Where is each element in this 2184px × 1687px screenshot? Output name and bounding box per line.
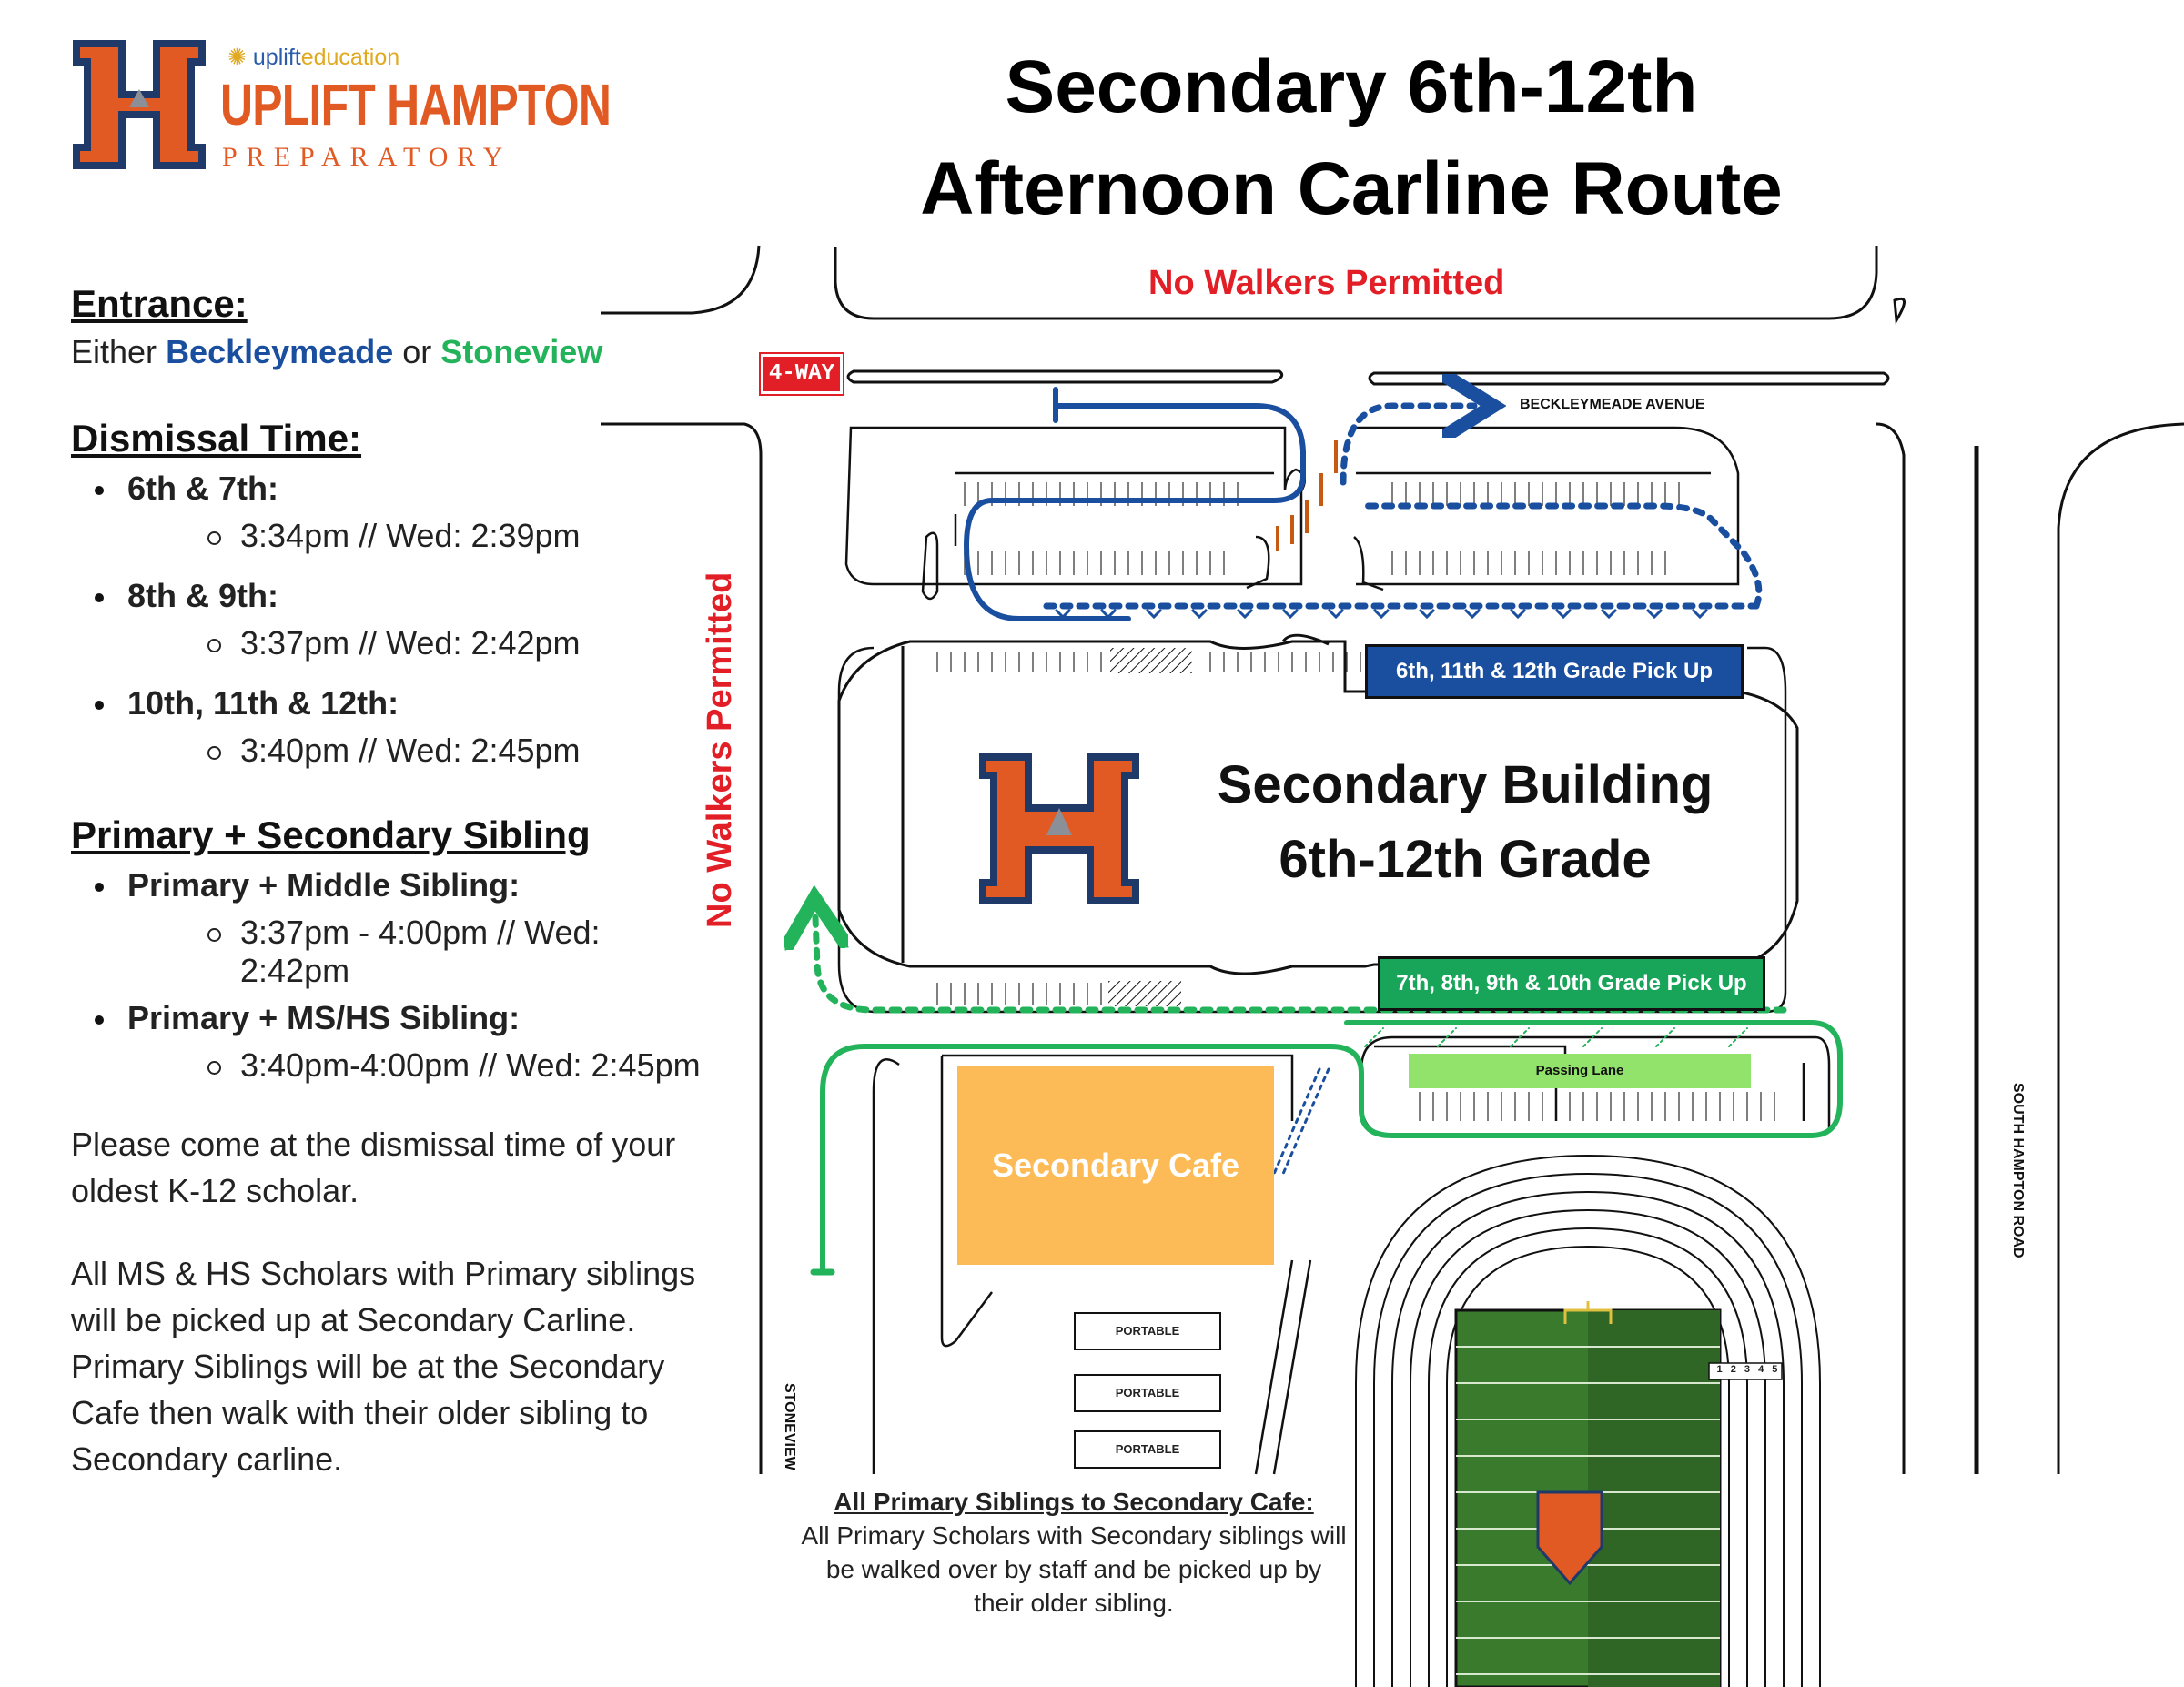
group-label: 10th, 11th & 12th: — [127, 684, 399, 722]
portable-building-1: PORTABLE — [1074, 1312, 1221, 1350]
parking-stalls — [937, 482, 1679, 1005]
accessible-stalls — [1110, 648, 1192, 673]
group-time: 3:40pm-4:00pm // Wed: 2:45pm — [127, 1046, 708, 1085]
sibling-heading: Primary + Secondary Sibling — [71, 813, 591, 856]
entrance-beckleymeade: Beckleymeade — [166, 333, 394, 370]
four-way-stop-sign: 4-WAY — [761, 354, 843, 394]
pickup-zone-green: 7th, 8th, 9th & 10th Grade Pick Up — [1378, 956, 1765, 1011]
group-time: 3:34pm // Wed: 2:39pm — [127, 517, 708, 555]
entrance-heading: Entrance: — [71, 282, 248, 325]
sun-icon: ✺ — [228, 45, 247, 70]
building-label-line-1: Secondary Building — [1217, 755, 1714, 814]
group-label: 8th & 9th: — [127, 577, 278, 614]
north-parking-lot — [846, 428, 1738, 599]
south-stalls — [1420, 1092, 1774, 1121]
group-label: Primary + Middle Sibling: — [127, 866, 521, 904]
note-oldest-scholar: Please come at the dismissal time of your oldest K-12 scholar. — [71, 1126, 676, 1209]
brand-prefix: uplift — [252, 45, 301, 70]
building-h-logo-icon — [979, 753, 1139, 904]
street-beckleymeade: BECKLEYMEADE AVENUE — [1520, 397, 1705, 412]
school-name: UPLIFT HAMPTON — [220, 72, 612, 137]
group-time: 3:37pm - 4:00pm // Wed: 2:42pm — [127, 914, 708, 990]
lane-number: 2 — [1730, 1364, 1736, 1375]
entrance-stoneview: Stoneview — [440, 333, 603, 370]
portable-building-2: PORTABLE — [1074, 1374, 1221, 1412]
note-primary-siblings: All MS & HS Scholars with Primary siblings will be picked up at Secondary Carline. Primary Siblings will be at the Secondary Cafe then walk with their older sibling to Secondary carline. — [71, 1255, 696, 1478]
entrance-joiner: or — [402, 333, 432, 370]
lane-number: 4 — [1758, 1364, 1764, 1375]
dismissal-heading: Dismissal Time: — [71, 417, 362, 460]
street-south-hampton: SOUTH HAMPTON ROAD — [2010, 1083, 2026, 1258]
accessible-stalls-south — [1108, 981, 1181, 1006]
cafe-note-heading: All Primary Siblings to Secondary Cafe: — [834, 1488, 1314, 1516]
school-subtitle: PREPARATORY — [222, 142, 512, 172]
lane-number: 3 — [1744, 1364, 1751, 1375]
passing-lane: Passing Lane — [1409, 1054, 1751, 1088]
track-lane-numbers — [1713, 1364, 1782, 1375]
lane-number: 1 — [1716, 1364, 1723, 1375]
title-line-1: Secondary 6th-12th — [1005, 45, 1698, 128]
no-walkers-side-label: No Walkers Permitted — [701, 571, 739, 928]
group-label: 6th & 7th: — [127, 470, 278, 507]
title-line-2: Afternoon Carline Route — [920, 147, 1783, 230]
entrance-prefix: Either — [71, 333, 157, 370]
building-label — [1174, 748, 1756, 897]
cafe-note — [801, 1485, 1347, 1620]
traffic-cone-icons — [1278, 440, 1336, 551]
group-time: 3:37pm // Wed: 2:42pm — [127, 624, 708, 662]
cafe-note-body: All Primary Scholars with Secondary siblings will be walked over by staff and be picked up by their older sibling. — [801, 1521, 1347, 1617]
group-label: Primary + MS/HS Sibling: — [127, 999, 521, 1036]
brand-suffix: education — [300, 45, 400, 70]
pickup-zone-blue: 6th, 11th & 12th Grade Pick Up — [1365, 644, 1744, 699]
no-walkers-top-label: No Walkers Permitted — [1148, 264, 1505, 302]
group-time: 3:40pm // Wed: 2:45pm — [127, 732, 708, 770]
blue-route-chevrons — [1056, 610, 1707, 617]
street-stoneview: STONEVIEW — [782, 1383, 797, 1470]
portable-building-3: PORTABLE — [1074, 1430, 1221, 1469]
secondary-cafe: Secondary Cafe — [957, 1066, 1274, 1265]
building-label-line-2: 6th-12th Grade — [1279, 830, 1652, 889]
lane-number: 5 — [1772, 1364, 1778, 1375]
